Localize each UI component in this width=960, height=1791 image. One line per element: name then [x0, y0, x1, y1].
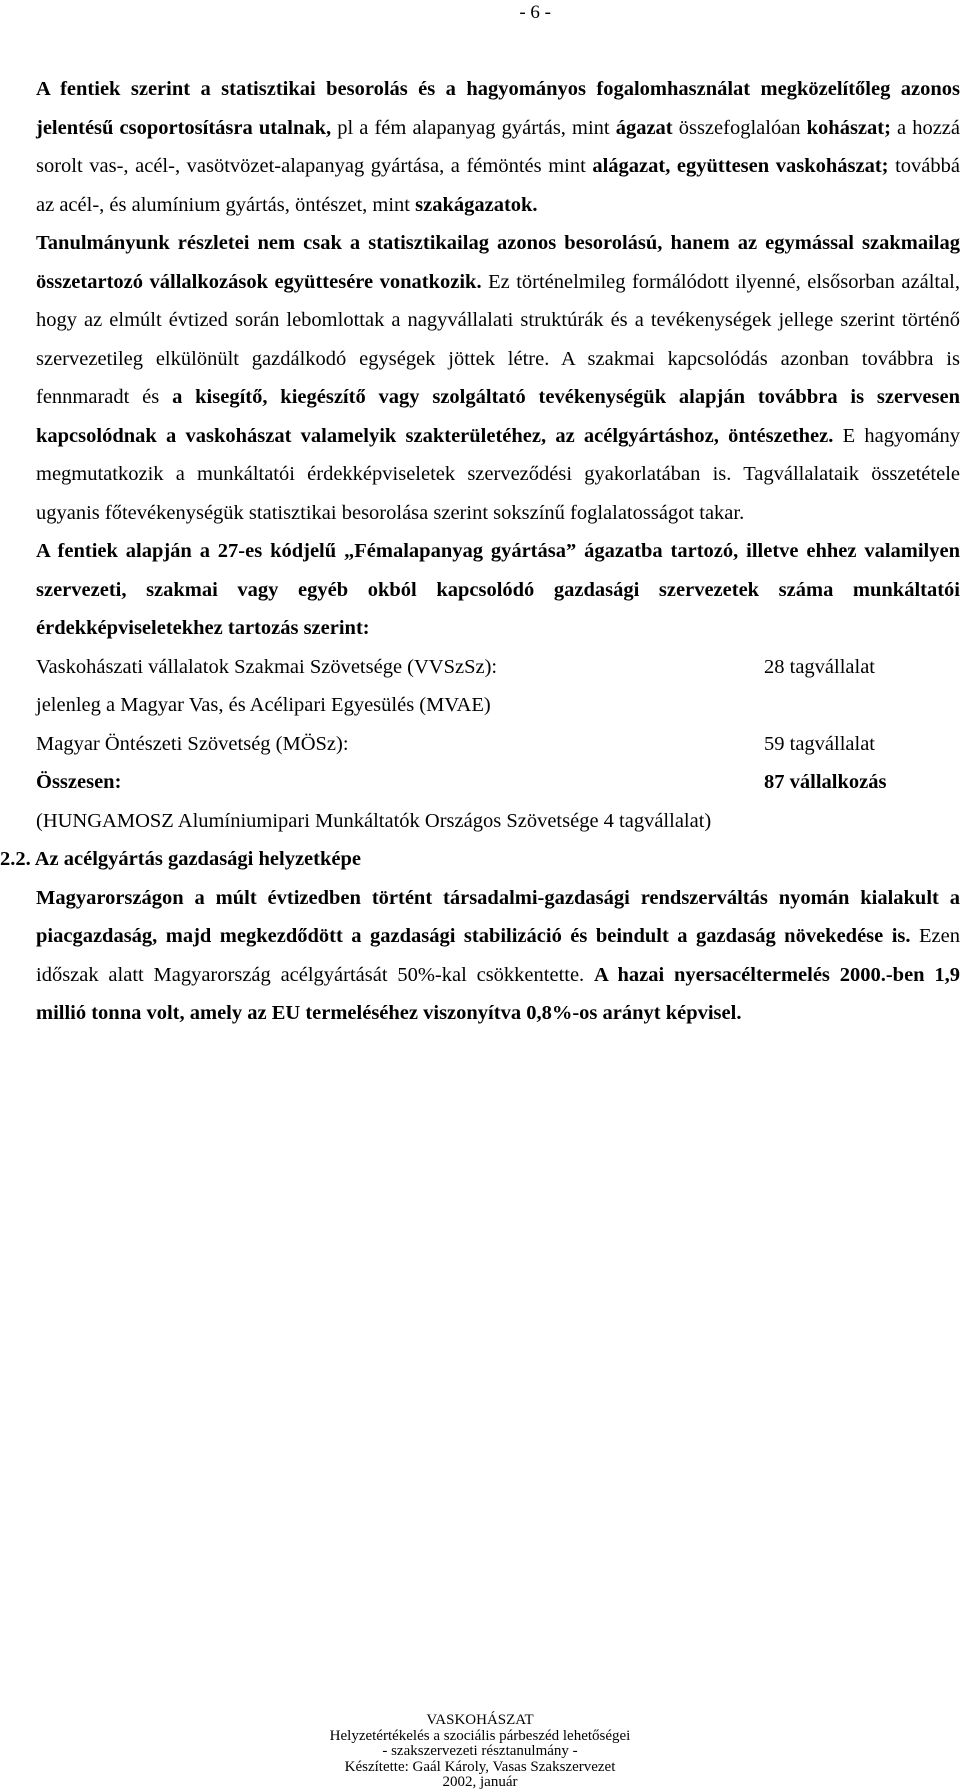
document-body — [0, 70, 960, 1033]
membership-org-name: Vaskohászati vállalatok Szakmai Szövetsége (VVSzSz): — [36, 655, 498, 678]
membership-count: 59 tagvállalat — [764, 732, 875, 755]
footer-title: VASKOHÁSZAT — [426, 1712, 534, 1728]
membership-list — [36, 648, 960, 841]
footer-author: Készítette: Gaál Károly, Vasas Szakszervezet — [344, 1758, 616, 1775]
membership-note: (HUNGAMOSZ Alumíniumipari Munkáltatók Országos Szövetsége 4 tagvállalat) — [36, 809, 712, 832]
paragraph-sector-intro: A fentiek alapján a 27-es kódjelű „Fémalapanyag gyártása” ágazatba tartozó, illetve ehhez valamilyen szervezeti, szakmai vagy egyéb okból kapcsolódó gazdasági szervezetek száma munkáltatói érdekképviseletekhez tartozás szerint: — [36, 540, 960, 639]
page-footer — [0, 1713, 960, 1791]
membership-row-total — [36, 763, 960, 802]
page-number: - 6 - — [519, 2, 551, 23]
membership-org-name: Magyar Öntészeti Szövetség (MÖSz): — [36, 732, 349, 755]
paragraph-classification: A fentiek szerint a statisztikai besorolás és a hagyományos fogalomhasználat megközelítőleg azonos jelentésű csoportosításra utalnak, pl a fém alapanyag gyártás, mint ágazat összefoglalóan kohászat; a hozzá sorolt vas-, acél-, vasötvözet-alapanyag gyártása, a fémöntés mint alágazat, együttesen vaskohászat; továbbá az acél-, és alumínium gyártás, öntészet, mint szakágazatok. — [36, 78, 960, 216]
footer-subtitle: Helyzetértékelés a szociális párbeszéd lehetőségei — [329, 1727, 631, 1744]
membership-org-name: jelenleg a Magyar Vas, és Acélipari Egyesülés (MVAE) — [36, 694, 491, 716]
membership-total-count: 87 vállalkozás — [764, 771, 887, 793]
paragraph-economic-situation: Magyarországon a múlt évtizedben történt társadalmi-gazdasági rendszerváltás nyomán kialakult a piacgazdaság, majd megkezdődött a gazdasági stabilizáció és beindult a gazdaság növekedése is. Ezen időszak alatt Magyarország acélgyártását 50%-kal csökkentette. A hazai nyersacéltermelés 2000.-ben 1,9 millió tonna volt, amely az EU termeléséhez viszonyítva 0,8%-os arányt képvisel. — [36, 886, 960, 1024]
membership-row-mvae — [36, 686, 960, 725]
paragraph-study-scope: Tanulmányunk részletei nem csak a statisztikailag azonos besorolású, hanem az egymással szakmailag összetartozó vállalkozások együttesére vonatkozik. Ez történelmileg formálódott ilyenné, elsősorban azáltal, hogy az elmúlt évtized során lebomlottak a nagyvállalati struktúrák és a tevékenységek jellege szerint történő szervezetileg elkülönült gazdálkodó egységek jöttek létre. A szakmai kapcsolódás azonban továbbra is fennmaradt és a kisegítő, kiegészítő vagy szolgáltató tevékenységük alapján továbbra is szervesen kapcsolódnak a vaskohászat valamelyik szakterületéhez, az acélgyártáshoz, öntészethez. E hagyomány megmutatkozik a munkáltatói érdekképviseletek szerveződési gyakorlatában is. Tagvállalataik összetétele ugyanis főtevékenységük statisztikai besorolása szerint sokszínű foglalatosságot takar. — [36, 232, 960, 524]
footer-study-type: - szakszervezeti résztanulmány - — [382, 1743, 578, 1760]
membership-row-vvszsz — [36, 648, 960, 687]
membership-row-mosz — [36, 725, 960, 764]
footer-date: 2002, január — [442, 1774, 518, 1791]
membership-total-label: Összesen: — [36, 771, 122, 793]
section-heading: 2.2. Az acélgyártás gazdasági helyzetképe — [0, 848, 361, 870]
membership-count: 28 tagvállalat — [764, 655, 875, 678]
